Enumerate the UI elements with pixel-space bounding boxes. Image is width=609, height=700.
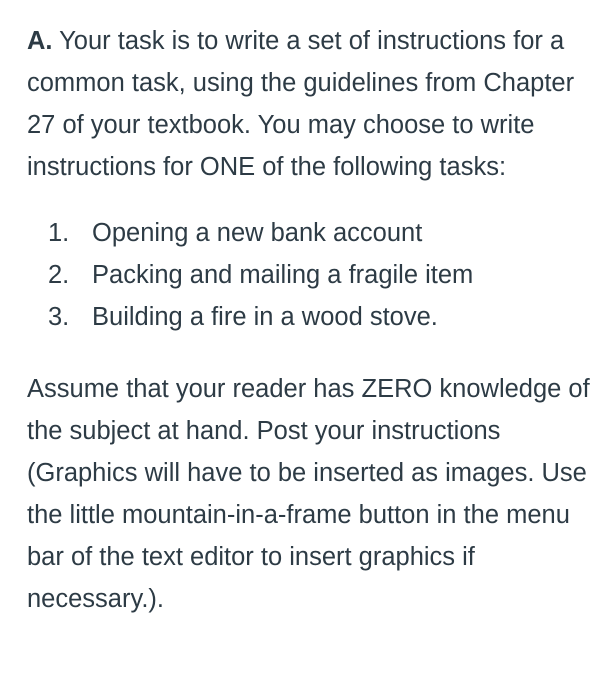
closing-paragraph: Assume that your reader has ZERO knowledge of the subject at hand. Post your instructions (Graphics will have to be inserted as images. Use the little mountain-in-a-frame button in the menu bar of the text editor to insert graphics if necessary.). xyxy=(27,375,590,613)
intro-text: Your task is to write a set of instructions for a common task, using the guidelines from Chapter 27 of your textbook. You may choose to write instructions for ONE of the following tasks: xyxy=(27,27,575,181)
list-item xyxy=(27,296,597,338)
intro-paragraph xyxy=(27,20,597,188)
list-item-text: Packing and mailing a fragile item xyxy=(92,261,474,289)
list-item xyxy=(27,254,597,296)
list-item xyxy=(27,212,597,254)
list-item-number: 3. xyxy=(48,303,70,331)
list-item-text: Building a fire in a wood stove. xyxy=(92,303,438,331)
section-label: A. xyxy=(27,27,53,55)
task-list xyxy=(27,212,597,338)
assignment-content xyxy=(27,20,597,620)
list-item-number: 2. xyxy=(48,261,70,289)
list-item-text: Opening a new bank account xyxy=(92,219,423,247)
list-item-number: 1. xyxy=(48,219,70,247)
